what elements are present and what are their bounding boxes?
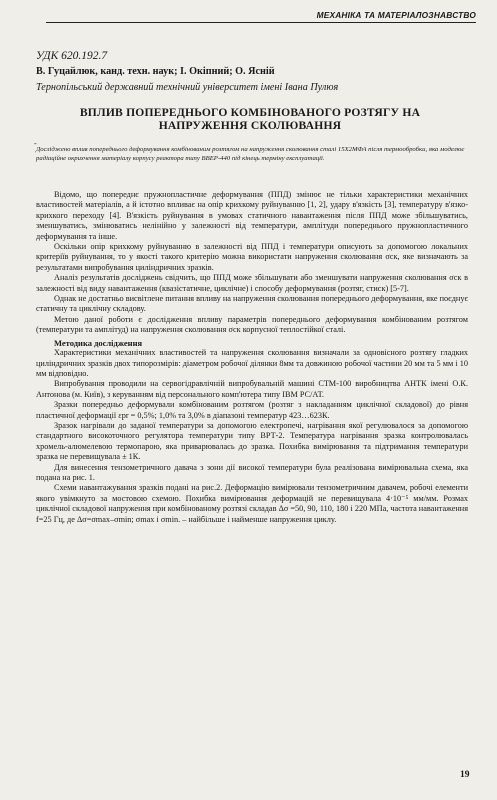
paragraph: Метою даної роботи є дослідження впливу параметрів попереднього деформування комбінованим розтягом (температури та амплітуд) на напруження сколювання σск корпусної теплостійкої сталі. — [36, 314, 468, 335]
paragraph: Зразки попередньо деформували комбінованим розтягом (розтяг з накладанням циклічної складової) до рівня пластичної деформації εpr = 0,5%; 1,0% та 3,0% в діапазоні температур 423…623К. — [36, 400, 468, 420]
paragraph: Випробування проводили на сервогідравлічній випробувальній машині СТМ-100 виробництва АНТК імені О.К. Антонова (м. Київ), з керуванням від персонального комп'ютера типу ІВМ РС/АТ. — [36, 379, 468, 399]
paragraph: Однак не достатньо висвітлене питання впливу на напруження сколювання попереднього деформування, яке поєднує статичну та циклічну складову. — [36, 294, 468, 314]
paragraph: Схеми навантажування зразків подані на рис.2. Деформацію вимірювали тензометричним давачем, робочі елементи якого увімкнуто за мостовою схемою. Похибка вимірювання деформацій не перевищувала 4·10⁻⁵ мм/мм. Розмах циклічної складової напруження при комбінованому розтязі складав Δσ =50, 90, 110, 180 і 220 МПа, частота навантаження f=25 Гц, де Δσ=σmax–σmin; σmax і σmin. – найбільше і найменше напруження циклу. — [36, 483, 468, 524]
paragraph: Оскільки опір крихкому руйнуванню в залежності від ППД і температури описують за допомогою локальних критеріїв руйнування, то у якості такого критерію можна використати напруження сколювання σск, яке визначають за результатами випробування циліндричних зразків. — [36, 242, 468, 272]
udk-code: УДК 620.192.7 — [36, 50, 108, 62]
title-line-1: ВПЛИВ ПОПЕРЕДНЬОГО КОМБІНОВАНОГО РОЗТЯГУ НА — [79, 106, 421, 119]
running-header: МЕХАНІКА ТА МАТЕРІАЛОЗНАВСТВО — [46, 10, 476, 23]
page-number: 19 — [460, 770, 470, 780]
article-body — [36, 190, 468, 525]
authors-line: В. Гуцайлюк, канд. техн. наук; І. Окіпний; О. Ясній — [36, 66, 275, 77]
paragraph: Характеристики механічних властивостей та напруження сколювання визначали за одновісного розтягу гладких циліндричних зразків двох типорозмірів: діаметром робочої ділянки 8мм та довжиною робочої частини 20 мм та 5 мм і 10 мм відповідно. — [36, 348, 468, 378]
title-line-2: НАПРУЖЕННЯ СКОЛЮВАННЯ — [158, 119, 342, 132]
section-heading: Методика дослідження — [54, 337, 143, 348]
affiliation-line: Тернопільський державний технічний університет імені Івана Пулюя — [36, 82, 339, 93]
paragraph: Для винесення тензометричного давача з зони дії високої температури була реалізована вимірювальна схема, яка подана на рис. 1. — [36, 462, 468, 482]
article-title — [40, 106, 460, 132]
abstract-mark-icon: ‑ — [34, 139, 37, 148]
abstract: Досліджено вплив попереднього деформування комбінованим розтягом на напруження сколювання сталі 15Х2МФА після термообробки, яка моделює радіаційне окрихчення матеріалу корпусу реактора типу ВВЕР-440 під кінець терміну експлуатації. — [36, 146, 465, 162]
paragraph: Зразок нагрівали до заданої температури за допомогою електропечі, нагрівання якої регулювалося за допомогою стандартного високоточного регулятора температури типу ВРТ-2. Температура нагрівання зразка контролювалась хромель-алюмелевою термопарою, яка приварювалась до зразка. Похибка вимірювання та підтримання температури зразка не перевищувала ± 1К. — [36, 420, 468, 462]
paragraph: Аналіз результатів досліджень свідчить, що ППД може збільшувати або зменшувати напруження сколювання σск в залежності від виду навантаження (квазістатичне, циклічне) і способу деформування (розтяг, стиск) [5-7]. — [36, 273, 468, 293]
paragraph: Відомо, що попереднє пружнопластичне деформування (ППД) змінює не тільки характеристики механічних властивостей матеріалів, а й істотно впливає на опір крихкому руйнуванню [1, 2], удару в'язкість [3], температуру в'язко-крихкого переходу [4]. В'язкість руйнування в умовах статичного навантаження після ППД може збільшуватись, зменшуватись, змінюватись нелінійно у залежності від температури, амплітуди попереднього пружнопластичного деформування та інше. — [36, 190, 468, 241]
